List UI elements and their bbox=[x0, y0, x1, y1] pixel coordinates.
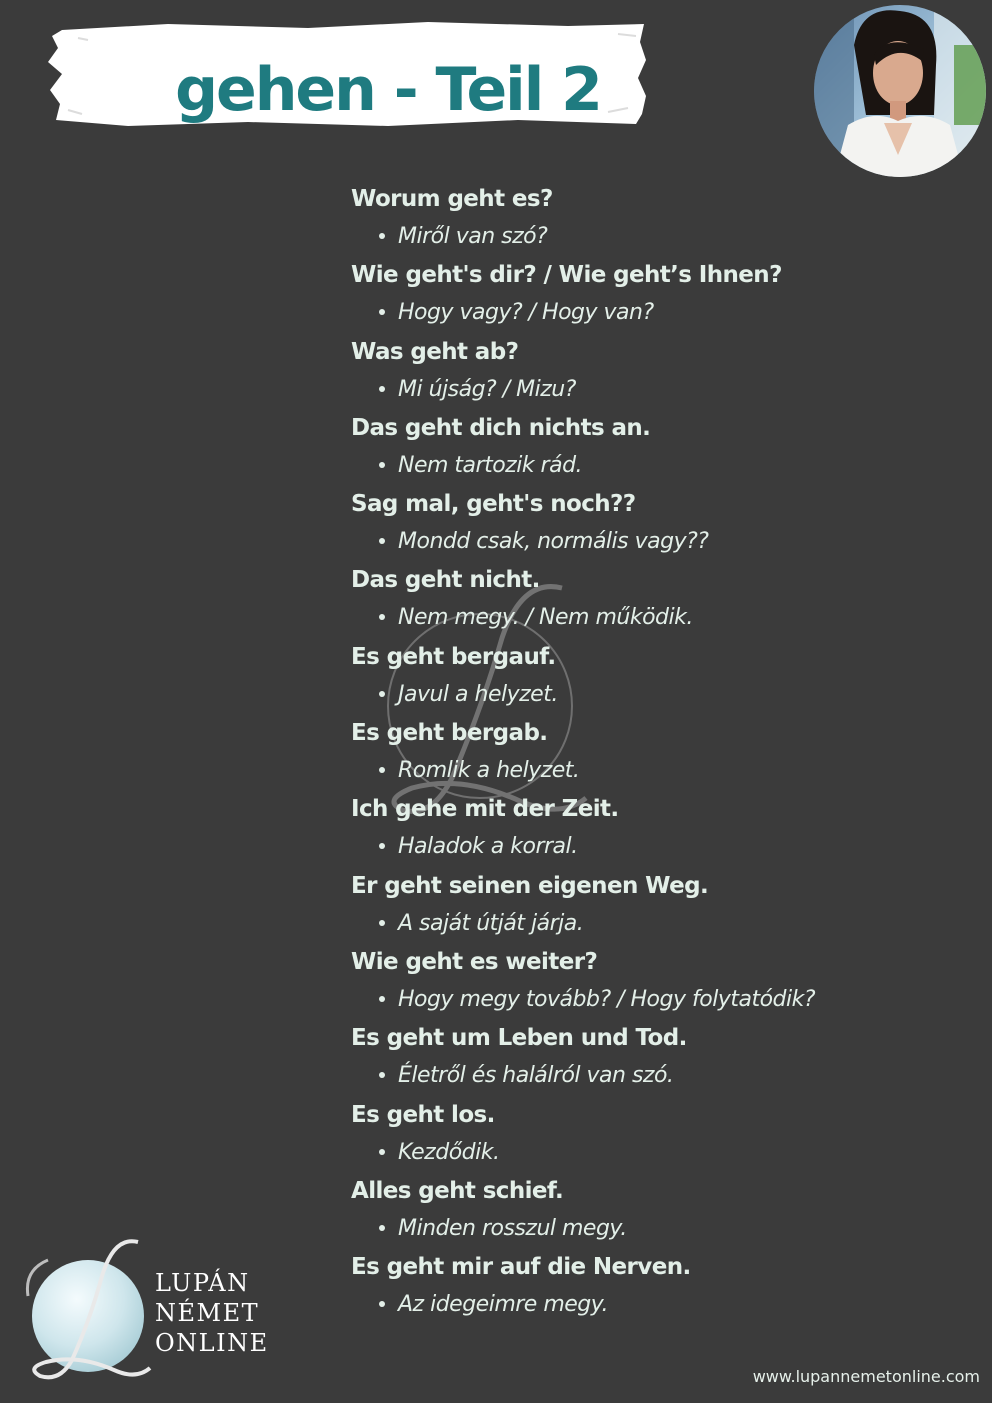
german-phrase: Es geht mir auf die Nerven. bbox=[351, 1254, 691, 1281]
german-phrase: Das geht nicht. bbox=[351, 567, 540, 594]
translation-text: Hogy megy tovább? / Hogy folytatódik? bbox=[398, 986, 816, 1012]
translation-text: Mondd csak, normális vagy?? bbox=[398, 529, 709, 555]
list-item bbox=[351, 1098, 971, 1174]
german-phrase: Es geht bergauf. bbox=[351, 643, 556, 670]
bullet-icon bbox=[379, 691, 385, 697]
list-item bbox=[351, 411, 971, 487]
list-item bbox=[351, 258, 971, 334]
translation-text: Minden rosszul megy. bbox=[398, 1215, 627, 1241]
german-phrase: Es geht los. bbox=[351, 1101, 495, 1128]
list-item bbox=[351, 1021, 971, 1097]
bullet-icon bbox=[379, 462, 385, 468]
german-phrase: Das geht dich nichts an. bbox=[351, 414, 651, 441]
translation-text: Mi újság? / Mizu? bbox=[398, 376, 576, 402]
bullet-icon bbox=[379, 1149, 385, 1155]
translation-text: Javul a helyzet. bbox=[398, 681, 558, 707]
logo-mark-icon bbox=[18, 1236, 158, 1386]
translation-text: Hogy vagy? / Hogy van? bbox=[398, 300, 654, 326]
hungarian-translation bbox=[379, 224, 547, 249]
bullet-icon bbox=[379, 309, 385, 315]
website-url: www.lupannemetonline.com bbox=[752, 1367, 980, 1386]
translation-text: Életről és halálról van szó. bbox=[398, 1063, 674, 1089]
hungarian-translation bbox=[379, 605, 693, 630]
hungarian-translation bbox=[379, 834, 578, 859]
german-phrase: Es geht um Leben und Tod. bbox=[351, 1025, 687, 1052]
list-item bbox=[351, 1250, 971, 1326]
bullet-icon bbox=[379, 538, 385, 544]
hungarian-translation bbox=[379, 682, 558, 707]
translation-text: Romlik a helyzet. bbox=[398, 758, 580, 784]
list-item bbox=[351, 335, 971, 411]
list-item bbox=[351, 792, 971, 868]
bullet-icon bbox=[379, 1225, 385, 1231]
translation-text: A saját útját járja. bbox=[398, 910, 584, 936]
german-phrase: Alles geht schief. bbox=[351, 1177, 564, 1204]
list-item bbox=[351, 869, 971, 945]
brand-logo bbox=[18, 1236, 269, 1386]
list-item bbox=[351, 487, 971, 563]
translation-text: Nem tartozik rád. bbox=[398, 452, 583, 478]
german-phrase: Sag mal, geht's noch?? bbox=[351, 491, 636, 518]
german-phrase: Worum geht es? bbox=[351, 186, 553, 212]
list-item bbox=[351, 182, 971, 258]
german-phrase: Wie geht es weiter? bbox=[351, 948, 598, 975]
bullet-icon bbox=[379, 843, 385, 849]
portrait-icon bbox=[814, 5, 986, 177]
logo-wordmark bbox=[155, 1268, 269, 1358]
phrase-list bbox=[351, 182, 971, 1326]
bullet-icon bbox=[379, 233, 385, 239]
hungarian-translation bbox=[379, 1292, 608, 1317]
german-phrase: Was geht ab? bbox=[351, 338, 519, 365]
list-item bbox=[351, 563, 971, 639]
hungarian-translation bbox=[379, 300, 654, 325]
list-item bbox=[351, 640, 971, 716]
title-banner bbox=[48, 20, 648, 128]
list-item bbox=[351, 945, 971, 1021]
hungarian-translation bbox=[379, 987, 815, 1012]
hungarian-translation bbox=[379, 453, 582, 478]
hungarian-translation bbox=[379, 758, 579, 783]
bullet-icon bbox=[379, 996, 385, 1002]
logo-line: LUPÁN bbox=[155, 1269, 250, 1297]
german-phrase: Es geht bergab. bbox=[351, 720, 548, 747]
logo-line: NÉMET bbox=[155, 1299, 260, 1327]
translation-text: Kezdődik. bbox=[398, 1139, 500, 1165]
german-phrase: Er geht seinen eigenen Weg. bbox=[351, 872, 709, 899]
translation-text: Haladok a korral. bbox=[398, 834, 578, 860]
list-item bbox=[351, 716, 971, 792]
hungarian-translation bbox=[379, 911, 583, 936]
bullet-icon bbox=[379, 386, 385, 392]
hungarian-translation bbox=[379, 1063, 673, 1088]
translation-text: Nem megy. / Nem működik. bbox=[398, 605, 693, 631]
hungarian-translation bbox=[379, 1216, 627, 1241]
bullet-icon bbox=[379, 614, 385, 620]
hungarian-translation bbox=[379, 377, 576, 402]
translation-text: Az idegeimre megy. bbox=[398, 1292, 609, 1318]
hungarian-translation bbox=[379, 529, 708, 554]
logo-line: ONLINE bbox=[155, 1329, 269, 1357]
list-item bbox=[351, 1174, 971, 1250]
hungarian-translation bbox=[379, 1140, 499, 1165]
page-title: gehen - Teil 2 bbox=[175, 55, 601, 125]
bullet-icon bbox=[379, 1301, 385, 1307]
bullet-icon bbox=[379, 767, 385, 773]
german-phrase: Ich gehe mit der Zeit. bbox=[351, 796, 619, 823]
avatar bbox=[814, 5, 986, 177]
german-phrase: Wie geht's dir? / Wie geht’s Ihnen? bbox=[351, 262, 782, 289]
bullet-icon bbox=[379, 920, 385, 926]
translation-text: Miről van szó? bbox=[398, 224, 548, 249]
bullet-icon bbox=[379, 1072, 385, 1078]
